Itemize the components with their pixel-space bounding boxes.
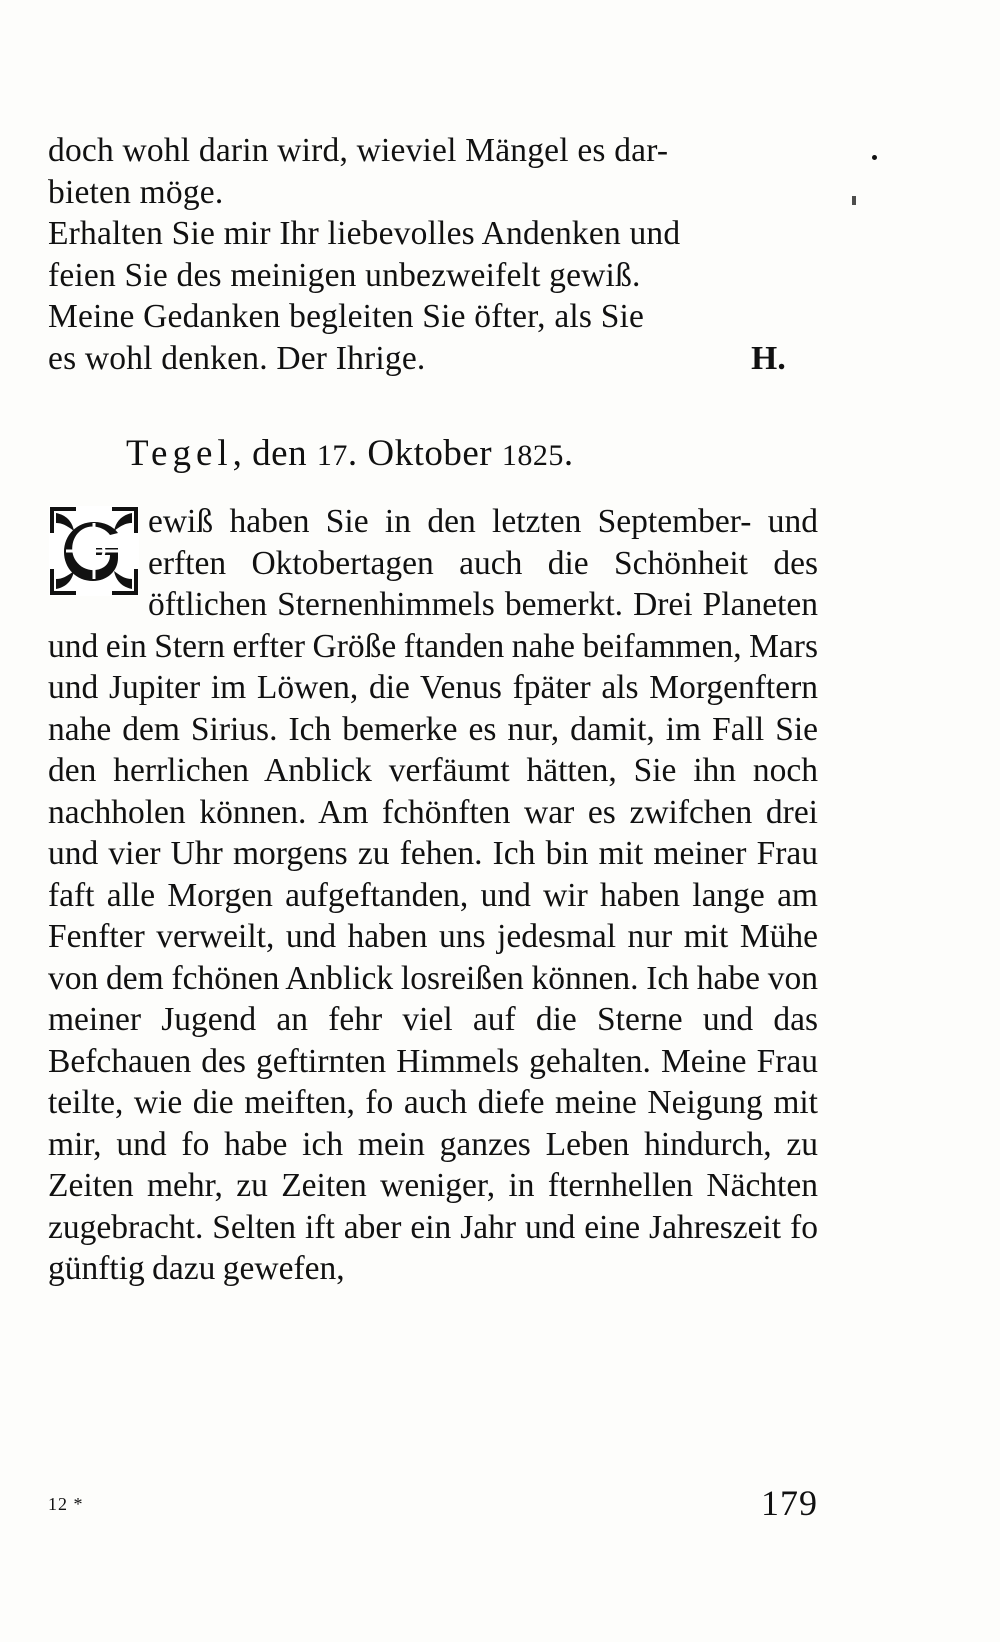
heading-day: 17 xyxy=(316,439,348,472)
closing-line-6-with-initial xyxy=(48,338,818,380)
closing-line-6: es wohl denken. Der Ihrige. xyxy=(48,339,426,377)
margin-tick-mark xyxy=(852,196,856,205)
signature-mark: 12 * xyxy=(48,1494,84,1514)
closing-line-1: doch wohl darin wird, wieviel Mängel es dar- xyxy=(48,132,669,169)
closing-line-2: bieten möge. xyxy=(48,173,224,211)
closing-line-5: Meine Gedanken begleiten Sie öfter, als Sie xyxy=(48,298,645,335)
heading-period: . xyxy=(563,433,574,474)
margin-dot-mark xyxy=(872,155,877,160)
heading-rest: , den xyxy=(232,433,317,474)
page-number: 179 xyxy=(761,1483,818,1523)
letter-date-heading xyxy=(48,379,818,501)
heading-year: 1825 xyxy=(501,439,564,472)
body-paragraph-text: ewiß haben Sie in den letzten September- und erften Oktobertagen auch die Schönheit des öftlichen Sternenhimmels bemerkt. Drei Planeten und ein Stern erfter Größe ftanden nahe beifammen, Mars und Jupiter im Löwen, die Venus fpäter als Morgenftern nahe dem Sirius. Ich bemerke es nur, damit, im Fall Sie den herrlichen Anblick verfäumt hätten, Sie ihn noch nachholen können. Am fchönften war es zwifchen drei und vier Uhr morgens zu fehen. Ich bin mit meiner Frau faft alle Morgen aufgeftanden, und wir haben lange am Fenfter verweilt, und haben uns jedesmal nur mit Mühe von dem fchönen Anblick losreißen können. Ich habe von meiner Jugend an fehr viel auf die Sterne und das Befchauen des geftirnten Himmels gehalten. Meine Frau teilte, wie die meiften, fo auch diefe meine Neigung mit mir, und fo habe ich mein ganzes Leben hindurch, zu Zeiten mehr, zu Zeiten weniger, in fternhellen Nächten zugebracht. Selten ift aber ein Jahr und eine Jahreszeit fo günftig dazu gewefen, xyxy=(48,503,818,1287)
closing-line-4: feien Sie des meinigen unbezweifelt gewiß. xyxy=(48,256,641,294)
decorated-dropcap-g-icon xyxy=(48,505,140,597)
page-text-body xyxy=(48,130,818,1290)
letter-closing-paragraph xyxy=(48,130,818,379)
signature-initial: H. xyxy=(751,339,786,377)
closing-line-3: Erhalten Sie mir Ihr liebevolles Andenken und xyxy=(48,215,681,252)
page-footer xyxy=(48,1483,818,1530)
heading-month: . Oktober xyxy=(347,433,502,474)
heading-place: Tegel xyxy=(126,433,233,474)
body-paragraph-block xyxy=(48,501,818,1290)
